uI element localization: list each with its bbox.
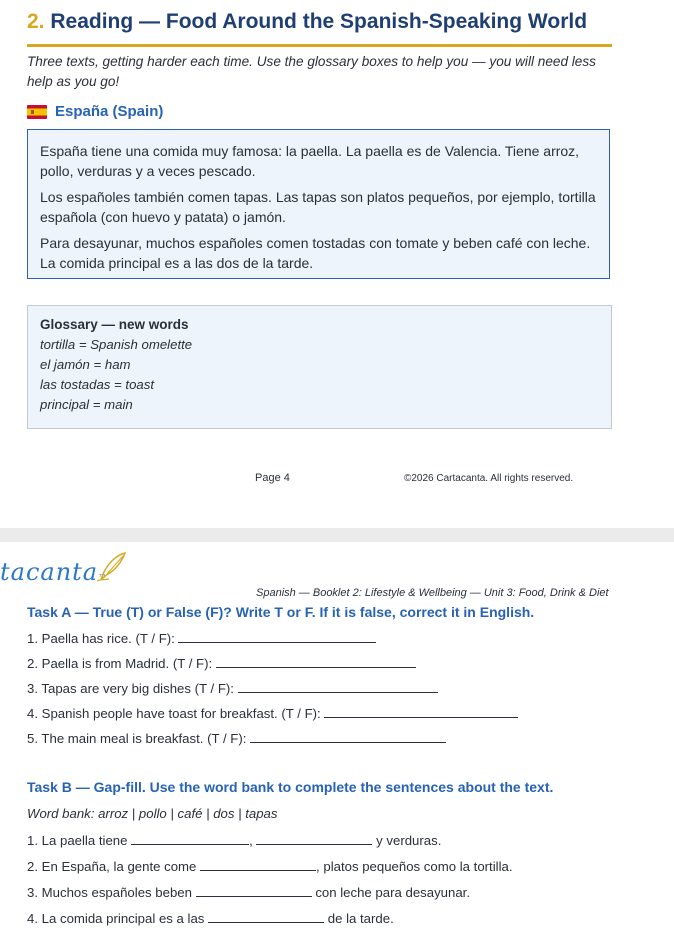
task-b-item [27, 858, 513, 874]
gap-text: 1. La paella tiene [27, 833, 128, 848]
page-number: Page 4 [255, 472, 290, 484]
reading-paragraph: Los españoles también comen tapas. Las tapas son platos pequeños, por ejemplo, tortilla española (con huevo y patata) o jamón. [40, 189, 596, 225]
glossary-item: tortilla = Spanish omelette [40, 337, 193, 352]
reading-paragraph: Para desayunar, muchos españoles comen tostadas con tomate y beben café con leche. La comida principal es a las dos de la tarde. [40, 235, 591, 271]
brand-logo-tm: ™ [98, 573, 108, 582]
glossary-item: principal = main [40, 397, 133, 412]
glossary-box [27, 305, 612, 429]
task-b-item [27, 910, 394, 926]
answer-blank[interactable] [324, 705, 518, 718]
task-a-question: 3. Tapas are very big dishes (T / F): [27, 681, 234, 696]
task-a-item [27, 680, 438, 696]
quill-icon [95, 550, 129, 584]
gap-blank[interactable] [196, 884, 312, 897]
gap-text: , [249, 833, 253, 848]
glossary-title: Glossary — new words [40, 317, 189, 332]
glossary-item: las tostadas = toast [40, 377, 154, 392]
gap-text: 3. Muchos españoles beben [27, 885, 192, 900]
task-a-item [27, 630, 376, 646]
task-b-item [27, 832, 441, 848]
gap-text: y verduras. [376, 833, 442, 848]
section-number: 2. [27, 10, 45, 33]
region-heading-text: España (Spain) [55, 103, 164, 120]
gap-blank[interactable] [200, 858, 316, 871]
spain-flag-icon [27, 105, 47, 119]
task-a-question: 1. Paella has rice. (T / F): [27, 631, 175, 646]
title-underline [27, 44, 612, 47]
task-a-heading: Task A — True (T) or False (F)? Write T or F. If it is false, correct it in English. [27, 604, 535, 620]
task-a-question: 5. The main meal is breakfast. (T / F): [27, 731, 247, 746]
task-a-question: 2. Paella is from Madrid. (T / F): [27, 656, 213, 671]
answer-blank[interactable] [250, 730, 446, 743]
glossary-item: el jamón = ham [40, 357, 131, 372]
gap-text: con leche para desayunar. [315, 885, 471, 900]
intro-text: Three texts, getting harder each time. Use the glossary boxes to help you — you will need less help as you go! [27, 54, 596, 89]
section-title [27, 10, 612, 34]
answer-blank[interactable] [216, 655, 416, 668]
gap-blank[interactable] [256, 832, 372, 845]
reading-text-box [27, 129, 610, 279]
gap-text: , platos pequeños como la tortilla. [316, 859, 513, 874]
copyright-notice: ©2026 Cartacanta. All rights reserved. [404, 473, 574, 484]
section-title-text: Reading — Food Around the Spanish-Speaking World [50, 10, 588, 33]
page-separator [0, 528, 674, 542]
gap-text: 2. En España, la gente come [27, 859, 197, 874]
word-bank: Word bank: arroz | pollo | café | dos | tapas [27, 806, 278, 821]
gap-text: de la tarde. [327, 911, 394, 926]
answer-blank[interactable] [178, 630, 376, 643]
gap-blank[interactable] [208, 910, 324, 923]
running-header: Spanish — Booklet 2: Lifestyle & Wellbeing — Unit 3: Food, Drink & Diet [256, 587, 609, 599]
region-heading [27, 103, 163, 120]
answer-blank[interactable] [238, 680, 438, 693]
gap-blank[interactable] [131, 832, 249, 845]
task-b-heading: Task B — Gap-fill. Use the word bank to complete the sentences about the text. [27, 779, 554, 795]
reading-paragraph: España tiene una comida muy famosa: la paella. La paella es de Valencia. Tiene arroz, pollo, verduras y a veces pescado. [40, 143, 580, 179]
task-a-item [27, 705, 518, 721]
task-a-question: 4. Spanish people have toast for breakfast. (T / F): [27, 706, 321, 721]
brand-logo [0, 558, 107, 586]
brand-logo-text: tacanta [0, 558, 99, 586]
task-a-item [27, 655, 416, 671]
gap-text: 4. La comida principal es a las [27, 911, 205, 926]
task-b-item [27, 884, 470, 900]
task-a-item [27, 730, 446, 746]
